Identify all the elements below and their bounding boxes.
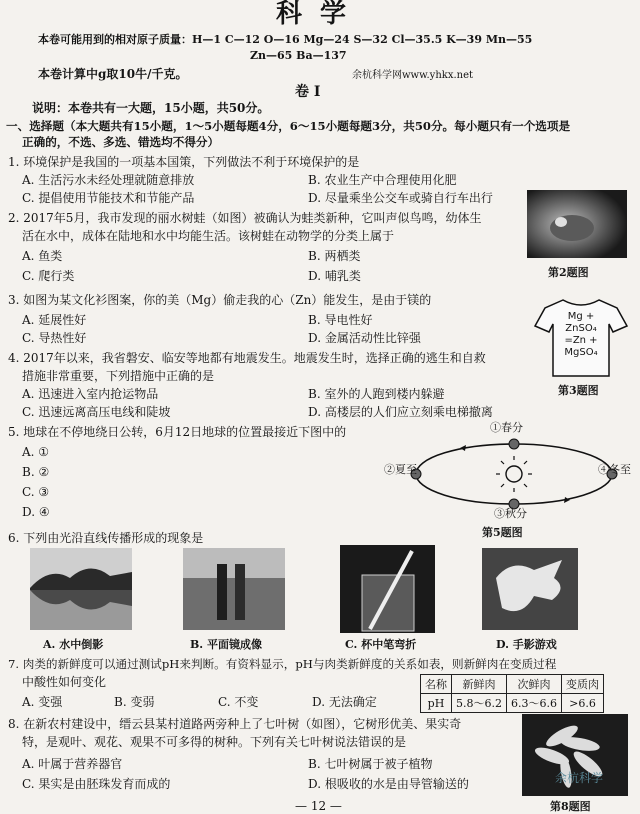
q2-stem-2: 活在水中，成体在陆地和水中均能生活。该树蛙在动物学的分类上属于 — [22, 229, 395, 243]
q4-stem-2: 措施非常重要，下列措施中正确的是 — [22, 369, 215, 383]
table-header: 名称 — [421, 675, 452, 694]
q6-option-c: C. 杯中笔弯折 — [345, 638, 417, 651]
page-title: 科学 — [275, 0, 364, 29]
q5-caption: 第5题图 — [482, 526, 523, 539]
q4-option-b: B. 室外的人跑到楼内躲避 — [308, 387, 445, 401]
q8-option-c: C. 果实是由胚珠发育而成的 — [22, 777, 171, 791]
atomic-masses-line2: Zn—65 Ba—137 — [250, 49, 347, 62]
watermark-url: 余杭科学网www.yhkx.net — [352, 70, 474, 81]
q7-stem-2: 中酸性如何变化 — [22, 675, 107, 689]
orbit-point-2: ②夏至 — [384, 463, 417, 476]
shirt-line-3: =Zn + — [564, 335, 598, 346]
page-number: — 12 — — [295, 799, 342, 813]
q2-option-c: C. 爬行类 — [22, 269, 75, 283]
table-header: 新鲜肉 — [452, 675, 507, 694]
orbit-point-3: ③秋分 — [494, 507, 527, 520]
q6-stem: 6. 下列由光沿直线传播形成的现象是 — [8, 531, 204, 545]
q2-caption: 第2题图 — [548, 266, 589, 279]
q5-option-c: C. ③ — [22, 485, 50, 499]
q4-option-a: A. 迅速进入室内抢运物品 — [22, 387, 159, 401]
tree-frog-photo — [527, 190, 627, 258]
volume-heading: 卷 Ⅰ — [295, 84, 321, 100]
orbit-point-1: ①春分 — [490, 421, 523, 434]
q8-option-a: A. 叶属于营养器官 — [22, 757, 123, 771]
q4-stem-1: 4. 2017年以来，我省磐安、临安等地都有地震发生。地震发生时，选择正确的逃生和自救 — [8, 351, 486, 365]
table-header: 次鲜肉 — [507, 675, 562, 694]
section-title: 一、选择题（本大题共有15小题，1～5小题每题4分，6～15小题每题3分，共50分。每小题只有一个选项是 — [6, 119, 571, 133]
table-cell: >6.6 — [562, 694, 604, 713]
q5-stem: 5. 地球在不停地绕日公转，6月12日地球的位置最接近下图中的 — [8, 425, 347, 439]
q3-caption: 第3题图 — [558, 384, 599, 397]
q5-option-a: A. ① — [22, 445, 50, 459]
shirt-line-2: ZnSO₄ — [565, 323, 597, 334]
q8-stem-2: 特，是观叶、观花、观果不可多得的树种。下列有关七叶树说法错误的是 — [22, 735, 407, 749]
q2-option-b: B. 两栖类 — [308, 249, 361, 263]
q7-stem-1: 7. 肉类的新鲜度可以通过测试pH来判断。有资料显示，pH与肉类新鲜度的关系如表，则新鲜肉在变质过程 — [8, 657, 557, 671]
photo-water-reflection — [30, 548, 132, 630]
q1-option-a: A. 生活污水未经处理就随意排放 — [22, 173, 195, 187]
q8-option-b: B. 七叶树属于被子植物 — [308, 757, 433, 771]
q7-option-b: B. 变弱 — [114, 695, 155, 709]
photo-hand-shadow — [482, 548, 578, 630]
q5-option-d: D. ④ — [22, 505, 50, 519]
q8-stem-1: 8. 在新农村建设中，缙云县某村道路两旁种上了七叶树（如图），它树形优美、果实奇 — [8, 717, 462, 731]
q1-stem: 1. 环境保护是我国的一项基本国策，下列做法不利于环境保护的是 — [8, 155, 360, 169]
atomic-masses-line1: 本卷可能用到的相对原子质量：H—1 C—12 O—16 Mg—24 S—32 Cl—35.5 K—39 Mn—55 — [38, 33, 533, 46]
ph-table — [420, 674, 604, 713]
orbit-point-4: ④冬至 — [598, 463, 631, 476]
q3-option-b: B. 导电性好 — [308, 313, 373, 327]
q4-option-d: D. 高楼层的人们应立刻乘电梯撤离 — [308, 405, 493, 419]
photo-mirror — [183, 548, 285, 630]
table-cell: 6.3～6.6 — [507, 694, 562, 713]
explanation: 说明：本卷共有一大题，15小题，共50分。 — [32, 101, 270, 115]
q3-option-d: D. 金属活动性比锌强 — [308, 331, 421, 345]
q3-stem: 3. 如图为某文化衫图案，你的美（Mg）偷走我的心（Zn）能发生，是由于镁的 — [8, 293, 432, 307]
q6-option-d: D. 手影游戏 — [496, 638, 557, 651]
q2-option-a: A. 鱼类 — [22, 249, 63, 263]
wechat-watermark: 余杭科学 — [555, 771, 604, 785]
q3-option-c: C. 导热性好 — [22, 331, 87, 345]
q8-caption: 第8题图 — [550, 800, 591, 813]
q1-option-d: D. 尽量乘坐公交车或骑自行车出行 — [308, 191, 493, 205]
q2-option-d: D. 哺乳类 — [308, 269, 361, 283]
table-cell: 5.8～6.2 — [452, 694, 507, 713]
q4-option-c: C. 迅速远离高压电线和陡坡 — [22, 405, 171, 419]
q5-option-b: B. ② — [22, 465, 50, 479]
q7-option-c: C. 不变 — [218, 695, 259, 709]
shirt-line-4: MgSO₄ — [564, 347, 598, 358]
q1-option-b: B. 农业生产中合理使用化肥 — [308, 173, 457, 187]
g-note: 本卷计算中g取10牛/千克。 — [38, 67, 188, 81]
q7-option-d: D. 无法确定 — [312, 695, 377, 709]
table-header: 变质肉 — [562, 675, 604, 694]
q7-option-a: A. 变强 — [22, 695, 63, 709]
table-cell: pH — [421, 694, 452, 713]
q6-option-b: B. 平面镜成像 — [190, 638, 262, 651]
q3-option-a: A. 延展性好 — [22, 313, 87, 327]
section-title-2: 正确的，不选、多选、错选均不得分） — [22, 135, 220, 149]
q2-stem-1: 2. 2017年5月，我市发现的丽水树蛙（如图）被确认为蛙类新种，它叫声似鸟鸣，幼体生 — [8, 211, 482, 225]
q8-option-d: D. 根吸收的水是由导管输送的 — [308, 777, 469, 791]
q6-option-a: A. 水中倒影 — [43, 638, 104, 651]
photo-pen-in-cup — [340, 545, 435, 633]
q1-option-c: C. 提倡使用节能技术和节能产品 — [22, 191, 195, 205]
shirt-line-1: Mg + — [567, 311, 595, 322]
